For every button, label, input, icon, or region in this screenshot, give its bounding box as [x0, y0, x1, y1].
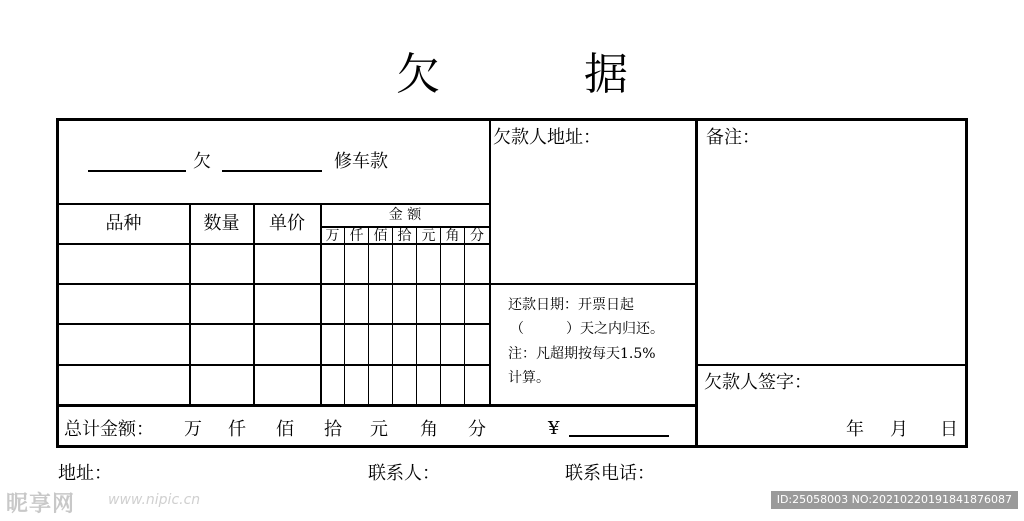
document-title: 欠 据 — [396, 49, 678, 100]
section-sep-left — [489, 119, 491, 405]
total-amount-blank[interactable] — [569, 435, 669, 437]
footer-address-label: 地址： — [58, 463, 112, 484]
col-header-unit-price: 单价 — [269, 213, 305, 234]
payee-blank[interactable] — [88, 170, 186, 172]
payer-blank[interactable] — [222, 170, 322, 172]
watermark-url: www.nipic.cn — [108, 492, 201, 508]
footer-phone-label: 联系电话： — [565, 463, 655, 484]
total-unit-wan: 万 — [184, 419, 202, 440]
signature-year: 年 — [846, 419, 864, 440]
col-header-item: 品种 — [105, 213, 142, 234]
remarks-label: 备注： — [706, 127, 760, 148]
section-sep-right — [695, 119, 698, 447]
divider-row-3 — [58, 364, 490, 366]
repayment-line-4: 计算。 — [508, 370, 550, 386]
unit-jiao: 角 — [445, 228, 460, 244]
unit-qian: 仟 — [349, 228, 364, 244]
total-unit-jiao: 角 — [420, 419, 438, 440]
debtor-address-label: 欠款人地址： — [493, 127, 601, 148]
owes-label: 欠 — [193, 151, 211, 172]
unit-wan: 万 — [325, 228, 340, 244]
unit-shi: 拾 — [397, 228, 412, 244]
total-unit-bai: 佰 — [276, 419, 294, 440]
divider-address-bottom — [490, 283, 697, 285]
watermark-id-badge: ID:25058003 NO:20210220191841876087 — [771, 491, 1018, 509]
signature-day: 日 — [940, 419, 958, 440]
repayment-line-1: 还款日期：开票日起 — [508, 297, 634, 313]
total-unit-yuan: 元 — [370, 419, 388, 440]
divider-row-2 — [58, 323, 490, 325]
repayment-line-3: 注：凡超期按每天1.5% — [508, 346, 656, 362]
digit-sep-3 — [392, 227, 393, 404]
unit-yuan: 元 — [421, 228, 436, 244]
unit-fen: 分 — [470, 228, 484, 244]
currency-symbol: ¥ — [548, 418, 560, 439]
repair-fee-label: 修车款 — [334, 151, 388, 172]
total-unit-shi: 拾 — [324, 419, 342, 440]
divider-remarks-bottom — [697, 364, 967, 366]
col-header-amount: 金 额 — [388, 207, 422, 223]
digit-sep-1 — [344, 227, 345, 404]
signature-month: 月 — [890, 419, 908, 440]
debtor-signature-label: 欠款人签字： — [704, 372, 812, 393]
digit-sep-4 — [416, 227, 417, 404]
digit-sep-2 — [368, 227, 369, 404]
watermark-logo: 昵享网 — [6, 492, 76, 517]
total-unit-qian: 仟 — [228, 419, 246, 440]
divider-header — [58, 203, 490, 205]
repayment-line-2: （ ）天之内归还。 — [510, 321, 664, 337]
footer-contact-label: 联系人： — [368, 463, 440, 484]
col-header-quantity: 数量 — [203, 213, 240, 234]
divider-total — [58, 404, 695, 407]
unit-bai: 佰 — [373, 228, 388, 244]
total-unit-fen: 分 — [468, 419, 486, 440]
digit-sep-5 — [440, 227, 441, 404]
divider-row-1 — [58, 283, 490, 285]
total-amount-label: 总计金额： — [64, 419, 154, 440]
digit-sep-6 — [464, 227, 465, 404]
